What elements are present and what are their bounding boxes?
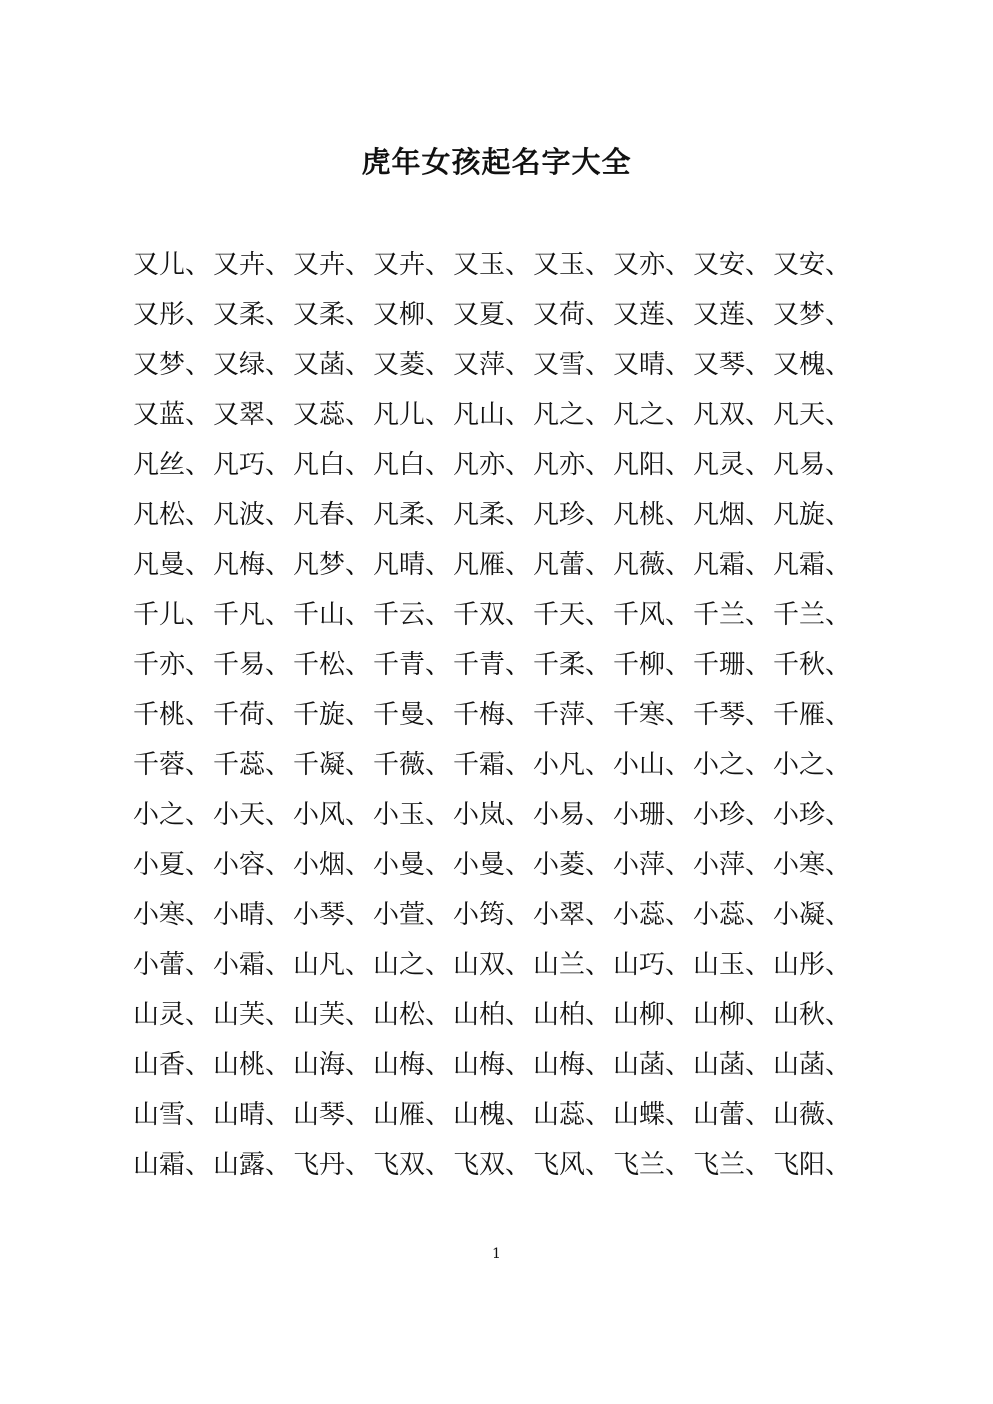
name-row: [133, 990, 873, 1040]
name-entry: 又琴、: [693, 350, 772, 380]
name-entry: 千兰、: [693, 600, 772, 630]
name-entry: 千珊、: [693, 650, 772, 680]
name-entry: 千柔、: [533, 650, 612, 680]
name-entry: 千青、: [373, 650, 452, 680]
name-entry: 凡梅、: [213, 550, 292, 580]
name-row: [133, 490, 873, 540]
name-entry: 小筠、: [453, 900, 532, 930]
name-entry: 山彤、: [773, 950, 852, 980]
name-entry: 山霜、: [133, 1150, 212, 1180]
name-entry: 凡之、: [533, 400, 612, 430]
name-entry: 又菱、: [373, 350, 452, 380]
name-entry: 千萍、: [533, 700, 612, 730]
name-entry: 凡波、: [213, 500, 292, 530]
name-entry: 山芙、: [213, 1000, 292, 1030]
name-entry: 山晴、: [213, 1100, 292, 1130]
name-list: [133, 240, 873, 1190]
name-entry: 千梅、: [453, 700, 532, 730]
name-entry: 千风、: [613, 600, 692, 630]
name-entry: 凡薇、: [613, 550, 692, 580]
name-entry: 又荷、: [533, 300, 612, 330]
name-entry: 山菡、: [613, 1050, 692, 1080]
name-entry: 千青、: [453, 650, 532, 680]
name-row: [133, 640, 873, 690]
name-entry: 小珍、: [773, 800, 852, 830]
name-entry: 小曼、: [453, 850, 532, 880]
name-entry: 山柏、: [453, 1000, 532, 1030]
name-entry: 山露、: [213, 1150, 292, 1180]
name-entry: 凡之、: [613, 400, 692, 430]
name-entry: 小风、: [293, 800, 372, 830]
name-entry: 凡灵、: [693, 450, 772, 480]
name-entry: 千秋、: [773, 650, 852, 680]
name-entry: 山巧、: [613, 950, 692, 980]
name-entry: 千柳、: [613, 650, 692, 680]
name-entry: 凡珍、: [533, 500, 612, 530]
name-entry: 山蕾、: [693, 1100, 772, 1130]
name-entry: 又卉、: [373, 250, 452, 280]
name-entry: 千寒、: [613, 700, 692, 730]
name-entry: 又卉、: [293, 250, 372, 280]
name-row: [133, 690, 873, 740]
name-entry: 小之、: [693, 750, 772, 780]
name-entry: 小岚、: [453, 800, 532, 830]
name-entry: 千荷、: [213, 700, 292, 730]
name-entry: 山梅、: [373, 1050, 452, 1080]
name-entry: 山兰、: [533, 950, 612, 980]
name-entry: 又绿、: [213, 350, 292, 380]
name-row: [133, 540, 873, 590]
name-row: [133, 890, 873, 940]
name-entry: 凡双、: [693, 400, 772, 430]
name-entry: 又梦、: [133, 350, 212, 380]
name-entry: 千兰、: [773, 600, 852, 630]
name-entry: 千亦、: [133, 650, 212, 680]
name-entry: 凡晴、: [373, 550, 452, 580]
name-entry: 小玉、: [373, 800, 452, 830]
name-entry: 又柔、: [213, 300, 292, 330]
name-entry: 凡巧、: [213, 450, 292, 480]
name-entry: 凡阳、: [613, 450, 692, 480]
name-row: [133, 390, 873, 440]
name-row: [133, 1040, 873, 1090]
name-entry: 小萍、: [613, 850, 692, 880]
name-entry: 小容、: [213, 850, 292, 880]
name-entry: 凡蕾、: [533, 550, 612, 580]
name-entry: 又儿、: [133, 250, 212, 280]
name-entry: 凡旋、: [773, 500, 852, 530]
name-entry: 小萍、: [693, 850, 772, 880]
name-entry: 凡春、: [293, 500, 372, 530]
name-entry: 山灵、: [133, 1000, 212, 1030]
name-entry: 山玉、: [693, 950, 772, 980]
name-entry: 凡雁、: [453, 550, 532, 580]
name-row: [133, 840, 873, 890]
name-entry: 又柳、: [373, 300, 452, 330]
name-entry: 又夏、: [453, 300, 532, 330]
name-entry: 千雁、: [773, 700, 852, 730]
name-entry: 凡山、: [453, 400, 532, 430]
name-entry: 山蝶、: [613, 1100, 692, 1130]
name-entry: 凡桃、: [613, 500, 692, 530]
name-entry: 山琴、: [293, 1100, 372, 1130]
name-entry: 山海、: [293, 1050, 372, 1080]
name-entry: 又柔、: [293, 300, 372, 330]
name-entry: 千儿、: [133, 600, 212, 630]
name-entry: 千旋、: [293, 700, 372, 730]
page-title: 虎年女孩起名字大全: [361, 145, 632, 179]
name-entry: 山松、: [373, 1000, 452, 1030]
name-entry: 千松、: [293, 650, 372, 680]
name-entry: 飞兰、: [613, 1150, 692, 1180]
name-entry: 凡天、: [773, 400, 852, 430]
name-entry: 又梦、: [773, 300, 852, 330]
name-entry: 千霜、: [453, 750, 532, 780]
name-entry: 山菡、: [693, 1050, 772, 1080]
name-entry: 小萱、: [373, 900, 452, 930]
name-entry: 凡霜、: [693, 550, 772, 580]
name-entry: 凡丝、: [133, 450, 212, 480]
name-entry: 飞双、: [373, 1150, 452, 1180]
name-entry: 千天、: [533, 600, 612, 630]
name-entry: 飞兰、: [693, 1150, 772, 1180]
name-entry: 凡儿、: [373, 400, 452, 430]
name-entry: 又卉、: [213, 250, 292, 280]
name-entry: 凡亦、: [453, 450, 532, 480]
name-entry: 千薇、: [373, 750, 452, 780]
name-entry: 小晴、: [213, 900, 292, 930]
name-entry: 又莲、: [693, 300, 772, 330]
name-entry: 小翠、: [533, 900, 612, 930]
name-entry: 小夏、: [133, 850, 212, 880]
name-entry: 小寒、: [773, 850, 852, 880]
name-entry: 千曼、: [373, 700, 452, 730]
name-entry: 又玉、: [533, 250, 612, 280]
name-entry: 凡柔、: [373, 500, 452, 530]
name-row: [133, 1140, 873, 1190]
name-entry: 小烟、: [293, 850, 372, 880]
name-entry: 山芙、: [293, 1000, 372, 1030]
name-entry: 千凡、: [213, 600, 292, 630]
name-entry: 千蓉、: [133, 750, 212, 780]
name-row: [133, 590, 873, 640]
name-entry: 凡易、: [773, 450, 852, 480]
name-entry: 山柏、: [533, 1000, 612, 1030]
name-row: [133, 1090, 873, 1140]
name-entry: 凡烟、: [693, 500, 772, 530]
name-entry: 千凝、: [293, 750, 372, 780]
name-entry: 又玉、: [453, 250, 532, 280]
name-entry: 又雪、: [533, 350, 612, 380]
name-entry: 小琴、: [293, 900, 372, 930]
name-row: [133, 340, 873, 390]
page-number: 1: [492, 1246, 501, 1262]
name-entry: 又安、: [773, 250, 852, 280]
name-entry: 山凡、: [293, 950, 372, 980]
name-entry: 飞双、: [453, 1150, 532, 1180]
name-entry: 小寒、: [133, 900, 212, 930]
name-entry: 山薇、: [773, 1100, 852, 1130]
name-entry: 又翠、: [213, 400, 292, 430]
name-entry: 山槐、: [453, 1100, 532, 1130]
name-entry: 又彤、: [133, 300, 212, 330]
name-entry: 凡亦、: [533, 450, 612, 480]
name-entry: 又萍、: [453, 350, 532, 380]
name-entry: 小菱、: [533, 850, 612, 880]
name-entry: 又槐、: [773, 350, 852, 380]
name-row: [133, 440, 873, 490]
name-row: [133, 290, 873, 340]
name-entry: 千双、: [453, 600, 532, 630]
name-entry: 山双、: [453, 950, 532, 980]
name-entry: 山香、: [133, 1050, 212, 1080]
name-entry: 小珍、: [693, 800, 772, 830]
name-entry: 山柳、: [693, 1000, 772, 1030]
name-entry: 小山、: [613, 750, 692, 780]
name-entry: 小曼、: [373, 850, 452, 880]
name-entry: 小凡、: [533, 750, 612, 780]
name-row: [133, 240, 873, 290]
name-entry: 飞风、: [533, 1150, 612, 1180]
name-entry: 凡白、: [373, 450, 452, 480]
name-entry: 又蕊、: [293, 400, 372, 430]
name-entry: 飞阳、: [773, 1150, 852, 1180]
name-entry: 小凝、: [773, 900, 852, 930]
name-entry: 山蕊、: [533, 1100, 612, 1130]
name-entry: 小蕾、: [133, 950, 212, 980]
name-entry: 千桃、: [133, 700, 212, 730]
name-entry: 山雁、: [373, 1100, 452, 1130]
name-entry: 凡柔、: [453, 500, 532, 530]
name-entry: 山雪、: [133, 1100, 212, 1130]
name-entry: 小蕊、: [613, 900, 692, 930]
name-entry: 又晴、: [613, 350, 692, 380]
name-entry: 小之、: [133, 800, 212, 830]
name-entry: 小霜、: [213, 950, 292, 980]
name-entry: 山菡、: [773, 1050, 852, 1080]
name-entry: 山之、: [373, 950, 452, 980]
name-entry: 又菡、: [293, 350, 372, 380]
name-entry: 千琴、: [693, 700, 772, 730]
name-entry: 凡霜、: [773, 550, 852, 580]
name-entry: 小天、: [213, 800, 292, 830]
name-entry: 山桃、: [213, 1050, 292, 1080]
name-entry: 又安、: [693, 250, 772, 280]
name-entry: 又亦、: [613, 250, 692, 280]
name-entry: 山梅、: [453, 1050, 532, 1080]
name-entry: 凡曼、: [133, 550, 212, 580]
name-entry: 千易、: [213, 650, 292, 680]
name-entry: 千云、: [373, 600, 452, 630]
name-entry: 小珊、: [613, 800, 692, 830]
name-entry: 山梅、: [533, 1050, 612, 1080]
name-entry: 凡白、: [293, 450, 372, 480]
name-entry: 山秋、: [773, 1000, 852, 1030]
name-row: [133, 790, 873, 840]
name-row: [133, 940, 873, 990]
name-entry: 又莲、: [613, 300, 692, 330]
name-entry: 山柳、: [613, 1000, 692, 1030]
name-entry: 又蓝、: [133, 400, 212, 430]
name-entry: 凡梦、: [293, 550, 372, 580]
name-entry: 千山、: [293, 600, 372, 630]
name-entry: 飞丹、: [293, 1150, 372, 1180]
name-entry: 千蕊、: [213, 750, 292, 780]
name-row: [133, 740, 873, 790]
name-entry: 小之、: [773, 750, 852, 780]
name-entry: 小易、: [533, 800, 612, 830]
name-entry: 凡松、: [133, 500, 212, 530]
name-entry: 小蕊、: [693, 900, 772, 930]
